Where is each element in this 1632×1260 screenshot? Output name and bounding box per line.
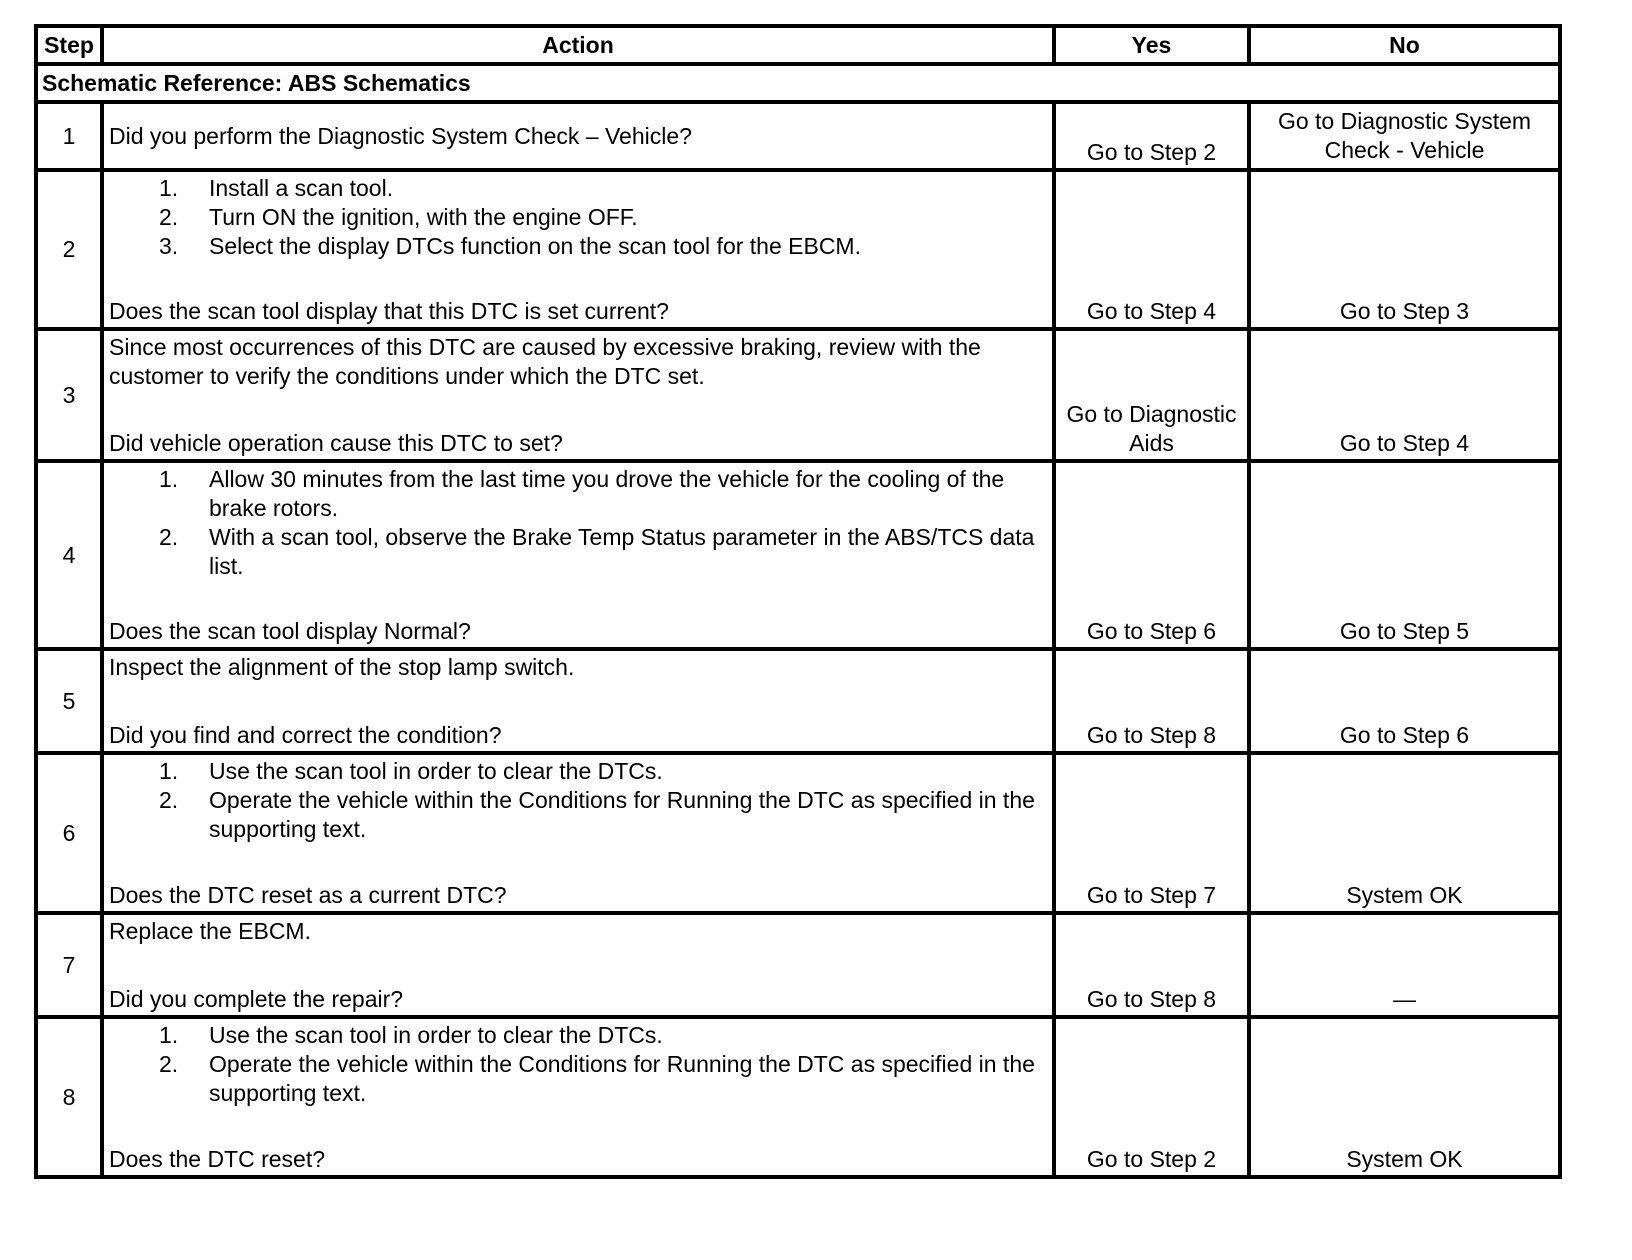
no-cell: Go to Step 3 xyxy=(1249,170,1560,329)
list-item: 1. Allow 30 minutes from the last time you drove the vehicle for the cooling of the brake rotors. xyxy=(159,466,1005,521)
table-row xyxy=(36,102,1560,170)
list-item: 1. Install a scan tool. xyxy=(159,175,394,201)
yes-cell: Go to Step 2 xyxy=(1054,1017,1249,1177)
step-number: 1 xyxy=(36,102,102,170)
no-cell: Go to Step 4 xyxy=(1249,329,1560,461)
action-question: Did you find and correct the condition? xyxy=(109,722,502,748)
action-list xyxy=(109,174,1048,261)
step-number: 5 xyxy=(36,649,102,753)
step-number: 8 xyxy=(36,1017,102,1177)
header-row xyxy=(36,26,1560,64)
table-row xyxy=(36,461,1560,649)
action-cell xyxy=(102,329,1054,461)
step-number: 3 xyxy=(36,329,102,461)
action-cell xyxy=(102,102,1054,170)
header-action: Action xyxy=(102,26,1054,64)
table-row xyxy=(36,649,1560,753)
yes-cell: Go to Step 2 xyxy=(1054,102,1249,170)
action-cell xyxy=(102,753,1054,913)
header-no: No xyxy=(1249,26,1560,64)
diagnostic-table xyxy=(34,24,1562,1179)
action-question: Did you perform the Diagnostic System Check – Vehicle? xyxy=(109,123,692,149)
action-cell xyxy=(102,1017,1054,1177)
step-number: 2 xyxy=(36,170,102,329)
no-cell: Go to Diagnostic System Check - Vehicle xyxy=(1249,102,1560,170)
list-item: 1. Use the scan tool in order to clear the DTCs. xyxy=(159,758,663,784)
action-paragraph: Since most occurrences of this DTC are caused by excessive braking, review with the customer to verify the conditions under which the DTC set. xyxy=(109,334,981,389)
no-cell: System OK xyxy=(1249,753,1560,913)
action-cell xyxy=(102,461,1054,649)
step-number: 7 xyxy=(36,913,102,1017)
action-cell xyxy=(102,170,1054,329)
schematic-reference-row xyxy=(36,64,1560,102)
action-list xyxy=(109,757,1048,844)
list-item: 2. Turn ON the ignition, with the engine OFF. xyxy=(159,204,638,230)
action-question: Did you complete the repair? xyxy=(109,986,404,1012)
action-paragraph: Inspect the alignment of the stop lamp switch. xyxy=(109,654,575,680)
header-yes: Yes xyxy=(1054,26,1249,64)
step-number: 6 xyxy=(36,753,102,913)
no-cell: — xyxy=(1249,913,1560,1017)
no-cell: System OK xyxy=(1249,1017,1560,1177)
table-row xyxy=(36,170,1560,329)
header-step: Step xyxy=(36,26,102,64)
table-row xyxy=(36,913,1560,1017)
list-item: 1. Use the scan tool in order to clear the DTCs. xyxy=(159,1022,663,1048)
action-question: Does the DTC reset as a current DTC? xyxy=(109,882,507,908)
yes-cell: Go to Step 7 xyxy=(1054,753,1249,913)
action-cell xyxy=(102,649,1054,753)
action-cell xyxy=(102,913,1054,1017)
yes-cell: Go to Step 6 xyxy=(1054,461,1249,649)
no-cell: Go to Step 5 xyxy=(1249,461,1560,649)
action-question: Does the DTC reset? xyxy=(109,1146,326,1172)
list-item: 2. With a scan tool, observe the Brake Temp Status parameter in the ABS/TCS data list. xyxy=(159,524,1035,579)
action-question: Did vehicle operation cause this DTC to set? xyxy=(109,430,563,456)
schematic-reference: Schematic Reference: ABS Schematics xyxy=(36,64,1560,102)
yes-cell: Go to Step 4 xyxy=(1054,170,1249,329)
table-row xyxy=(36,1017,1560,1177)
action-list xyxy=(109,1021,1048,1108)
yes-cell: Go to Diagnostic Aids xyxy=(1054,329,1249,461)
table-row xyxy=(36,329,1560,461)
action-question: Does the scan tool display Normal? xyxy=(109,618,471,644)
list-item: 3. Select the display DTCs function on the scan tool for the EBCM. xyxy=(159,233,861,259)
action-paragraph: Replace the EBCM. xyxy=(109,918,311,944)
table-row xyxy=(36,753,1560,913)
list-item: 2. Operate the vehicle within the Conditions for Running the DTC as specified in the supporting text. xyxy=(159,787,1035,842)
yes-cell: Go to Step 8 xyxy=(1054,649,1249,753)
yes-cell: Go to Step 8 xyxy=(1054,913,1249,1017)
no-cell: Go to Step 6 xyxy=(1249,649,1560,753)
action-question: Does the scan tool display that this DTC is set current? xyxy=(109,298,669,324)
list-item: 2. Operate the vehicle within the Conditions for Running the DTC as specified in the supporting text. xyxy=(159,1051,1035,1106)
step-number: 4 xyxy=(36,461,102,649)
action-list xyxy=(109,465,1048,581)
